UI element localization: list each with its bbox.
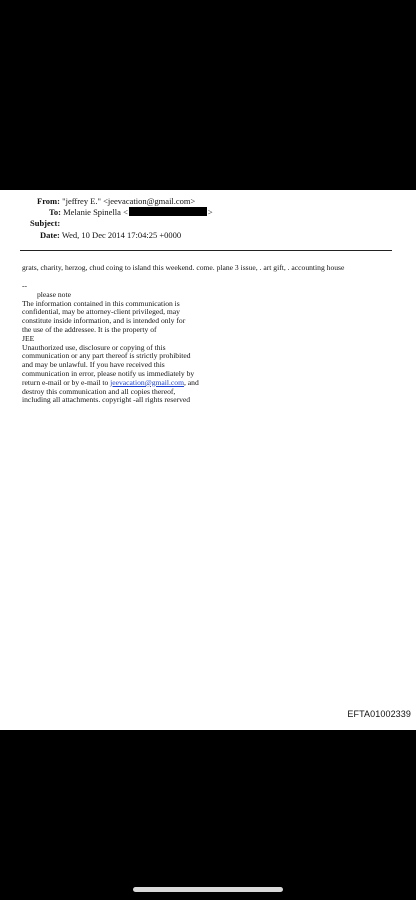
date-label: Date: xyxy=(40,230,60,240)
disclaimer-line: confidential, may be attorney-client privileged, may xyxy=(22,307,180,317)
to-value-prefix: Melanie Spinella < xyxy=(63,207,128,217)
to-row xyxy=(49,207,213,218)
disclaimer-line: The information contained in this communication is xyxy=(22,298,180,308)
disclaimer-line: destroy this communication and all copies thereof, xyxy=(22,386,176,396)
from-label: From: xyxy=(37,196,60,206)
date-row xyxy=(40,230,181,241)
bates-number: EFTA01002339 xyxy=(347,709,411,719)
email-link[interactable]: jeevacation@gmail.com xyxy=(110,377,184,387)
subject-row xyxy=(30,218,60,229)
from-row xyxy=(37,196,195,207)
to-label: To: xyxy=(49,207,61,217)
disclaimer-line: the use of the addressee. It is the property of xyxy=(22,324,157,334)
date-value: Wed, 10 Dec 2014 17:04:25 +0000 xyxy=(61,230,182,240)
to-value-suffix: > xyxy=(207,207,213,217)
email-document xyxy=(0,190,416,730)
disclaimer-line: including all attachments. copyright -all rights reserved xyxy=(22,395,191,405)
disclaimer-line: constitute inside information, and is intended only for xyxy=(22,316,186,326)
disclaimer-line: Unauthorized use, disclosure or copying of this xyxy=(22,342,166,352)
home-indicator[interactable] xyxy=(133,887,283,892)
signature-block xyxy=(22,282,199,405)
disclaimer-line: and may be unlawful. If you have received this xyxy=(22,360,165,370)
disclaimer-line: communication or any part thereof is strictly prohibited xyxy=(22,351,191,361)
email-body: grats, charity, herzog, chud coing to island this weekend. come. plane 3 issue, . art gift, . accounting house xyxy=(22,263,345,272)
header-divider xyxy=(20,250,392,251)
disclaimer-line: communication in error, please notify us immediately by xyxy=(22,368,195,378)
please-note: please note xyxy=(37,289,71,299)
subject-label: Subject: xyxy=(30,218,61,228)
return-suffix: , and xyxy=(183,377,199,387)
from-value: "jeffrey E." <jeevacation@gmail.com> xyxy=(62,196,196,206)
redaction-block xyxy=(129,207,207,216)
return-prefix: return e-mail or by e-mail to xyxy=(22,377,111,387)
disclaimer-line: JEE xyxy=(22,333,35,343)
signature-dashes: -- xyxy=(22,281,28,290)
